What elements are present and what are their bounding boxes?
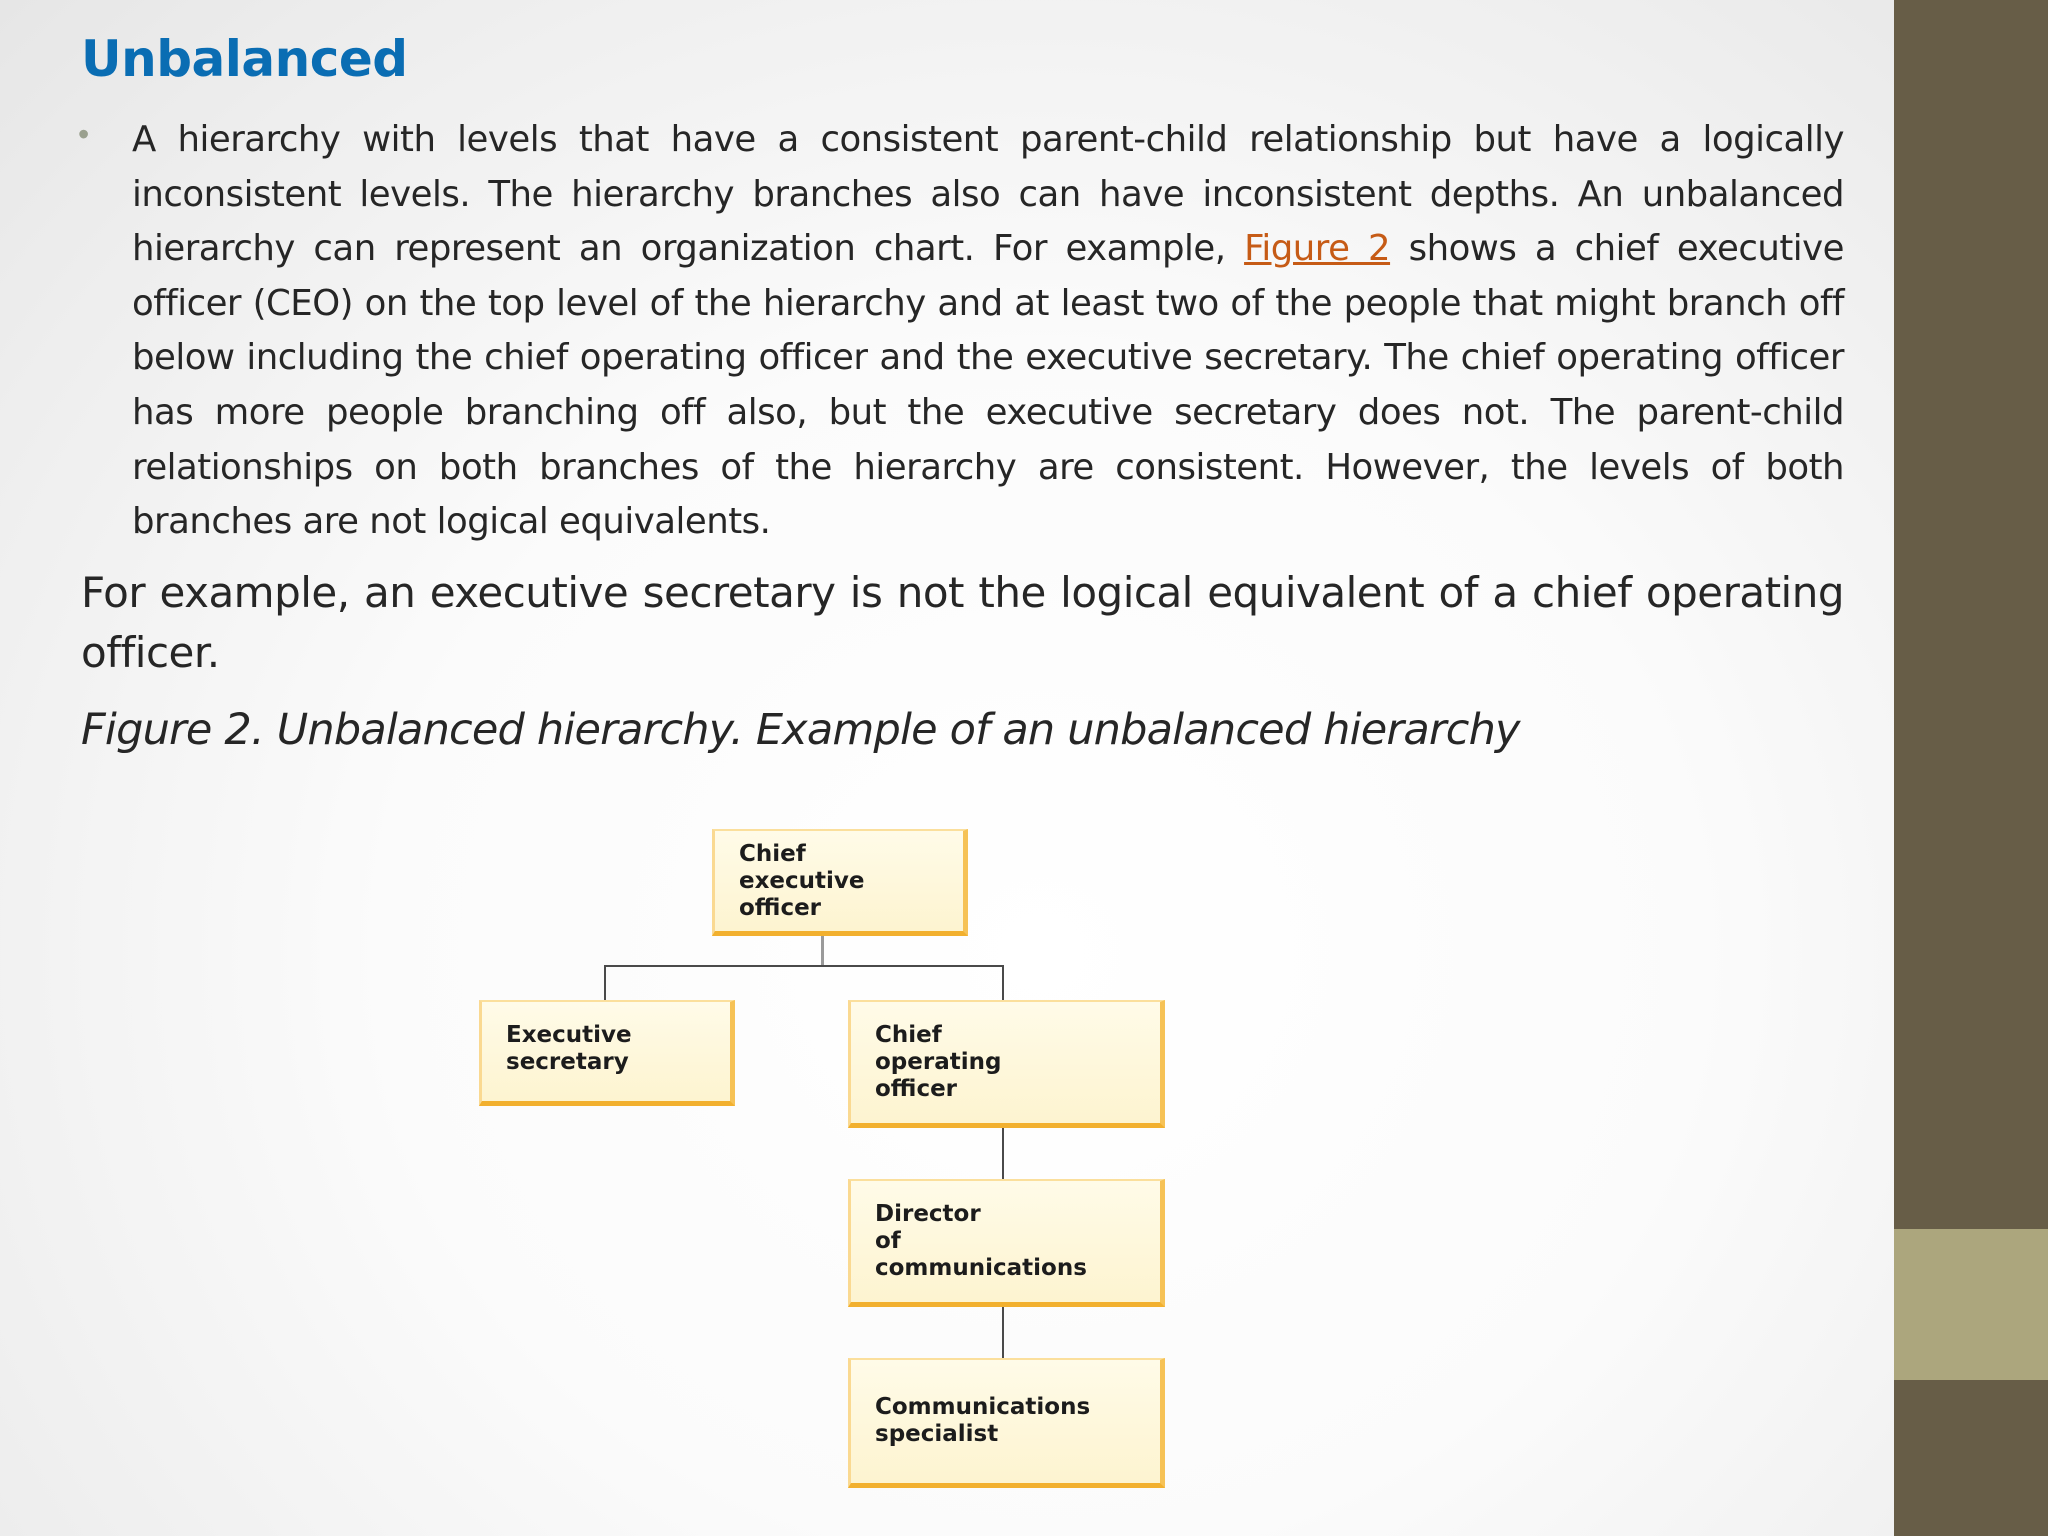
slide-title: Unbalanced — [81, 30, 408, 88]
org-node-director: Director of communications — [848, 1179, 1165, 1307]
org-node-executive-secretary: Executive secretary — [479, 1000, 735, 1106]
decorative-sidebar-accent — [1894, 1229, 2048, 1380]
connector-to-coo — [1002, 965, 1004, 1000]
bullet-text-before-link: A hierarchy with levels that have a consistent parent-child relationship but have a logically inconsistent levels. The hierarchy branches also can have inconsistent depths. An unbalanced hierarchy can represent an organization chart. For example, — [132, 119, 1844, 270]
figure-caption-title: Figure 2. Unbalanced hierarchy — [81, 705, 731, 755]
connector-director-specialist — [1002, 1307, 1004, 1358]
connector-ceo-down — [821, 936, 824, 966]
connector-coo-director — [1002, 1128, 1004, 1179]
bullet-icon: • — [78, 116, 90, 152]
figure-caption-description: . Example of an unbalanced hierarchy — [730, 705, 1520, 755]
connector-horizontal — [604, 965, 1004, 967]
connector-to-secretary — [604, 965, 606, 1000]
org-node-coo: Chief operating officer — [848, 1000, 1165, 1128]
org-node-specialist: Communications specialist — [848, 1358, 1165, 1488]
figure-2-link[interactable]: Figure 2 — [1244, 228, 1391, 270]
bullet-text-after-link: shows a chief executive officer (CEO) on the top level of the hierarchy and at least two of the people that might branch off below including the chief operating officer and the executive secretary. The chief operating officer has more people branching off also, but the executive secretary does not. The parent-child relationships on both branches of the hierarchy are consistent. However, the levels of both branches are not logical equivalents. — [132, 228, 1844, 543]
example-paragraph: For example, an executive secretary is not the logical equivalent of a chief operating officer. — [81, 568, 1844, 677]
org-node-ceo: Chief executive officer — [712, 829, 968, 936]
